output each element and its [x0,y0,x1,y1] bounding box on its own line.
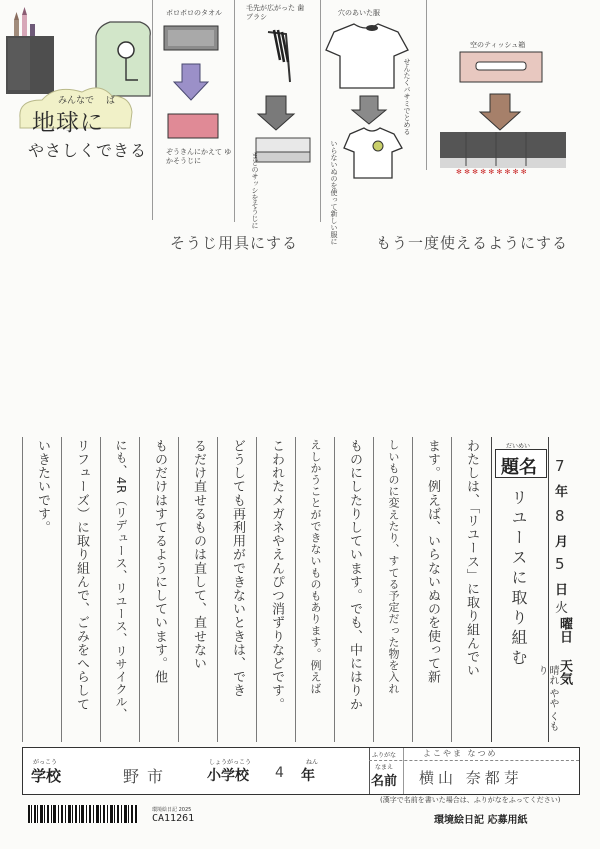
furigana-note: (漢字で名前を書いた場合は、ふりがなをふってください) [380,796,561,804]
name-ruby: なまえ [375,764,394,771]
form-brand: 環境絵日記 応募用紙 [434,815,528,826]
toothbrush-caption: まどのサッシをそうじに [251,152,259,229]
diary-line: こわれたメガネやえんぴつ消ずりなどです。 [269,439,284,711]
diary-line: どうしても再利用ができないときは、でき [230,439,245,698]
toothbrush-illustration [234,22,320,192]
grade-value: 4 [275,765,284,781]
furigana-label: ふりがな [372,752,397,759]
svg-text:✻ ✻ ✻ ✻ ✻ ✻ ✻ ✻ ✻: ✻ ✻ ✻ ✻ ✻ ✻ ✻ ✻ ✻ [456,168,527,176]
diary-line: るだけ直せるものは直して、直せない [191,439,206,671]
date-day-value: 8 [555,507,565,525]
diary-line: いきたいです。 [35,439,50,535]
elementary-ruby: しょうがっこう [209,759,252,766]
date-weekday-label: 曜日 [557,617,572,643]
code-caption: 環境絵日記 2025 [152,807,192,813]
date-weather-value: 晴れ やや くもり [536,665,558,732]
tissue-box-illustration [426,48,576,188]
tshirt-side-note: せんたくバサミでとめる [403,58,411,135]
date-date-value: 5 [555,555,565,573]
diary-line: ものにしたりしています。でも、中にはりか [347,439,362,711]
diary-line: ものだけはすてるようにしています。他 [152,439,167,684]
diary-line: わたしは、「リユース」に取り組んでい [464,439,479,678]
tissue-label: 空のティッシュ箱 [470,41,526,49]
grade-ruby: ねん [306,759,319,766]
tshirt-label: 穴のあいた服 [338,9,380,17]
tshirt-caption: いらないぬのを使って新しい服に [330,140,338,245]
sign-label-suffix: ば [106,96,116,106]
school-label: 学校 [31,767,62,785]
date-day-label: 月 [555,535,569,550]
date-weekday-value: 火 [555,601,569,616]
date-weather-label: 天気 [557,659,572,685]
diary-line: にも、4R（リデュース、リユース、リサイクル、 [114,439,128,721]
diary-line: ます。例えば、いらないぬのを使って新 [425,439,440,684]
sign-label: みんなで [58,96,95,106]
title-label: 題名 [501,457,537,478]
slogan-line2: やさしくできる [28,141,148,160]
towel-caption: ぞうきんにかえて ゆかそうじに [166,148,232,165]
grade-label: 年 [301,768,315,784]
entry-code: CA11261 [152,813,195,824]
slogan-line1: 地球に [32,110,104,136]
diary-line: リフューズ）に取り組んで、ごみをへらして [74,439,89,711]
name-furigana: よこやま なつめ [423,749,498,758]
date-month-label: 年 [555,485,569,500]
caption-cleaning-tools: そうじ用具にする [170,234,299,252]
diary-line: えしかうことができないものもあります。例えば [309,439,322,695]
name-label: 名前 [371,774,398,789]
entry-info-box [22,747,580,795]
diary-title: リユースに取り組む [509,489,528,669]
title-label-ruby: だいめい [506,443,531,450]
caption-reuse-again: もう一度使えるようにする [376,234,569,252]
barcode-icon [28,805,138,823]
diary-sheet [22,437,578,742]
date-month-value: 7 [555,457,565,475]
toothbrush-label: 毛先が広がった 歯ブラシ [246,4,305,21]
drawing-area [0,0,600,420]
school-city: 野市 [123,767,172,786]
towel-label: ボロボロのタオル [166,9,222,17]
diary-line: しいものに変えたり、すてる予定だった物を入れ [387,439,400,695]
towel-illustration [152,18,234,158]
title-label-box [495,443,547,478]
elementary-label: 小学校 [207,768,249,784]
barcode [28,805,138,823]
date-date-label: 日 [555,583,569,598]
school-ruby: がっこう [33,759,58,766]
name-value: 横山 奈都芽 [419,769,523,787]
